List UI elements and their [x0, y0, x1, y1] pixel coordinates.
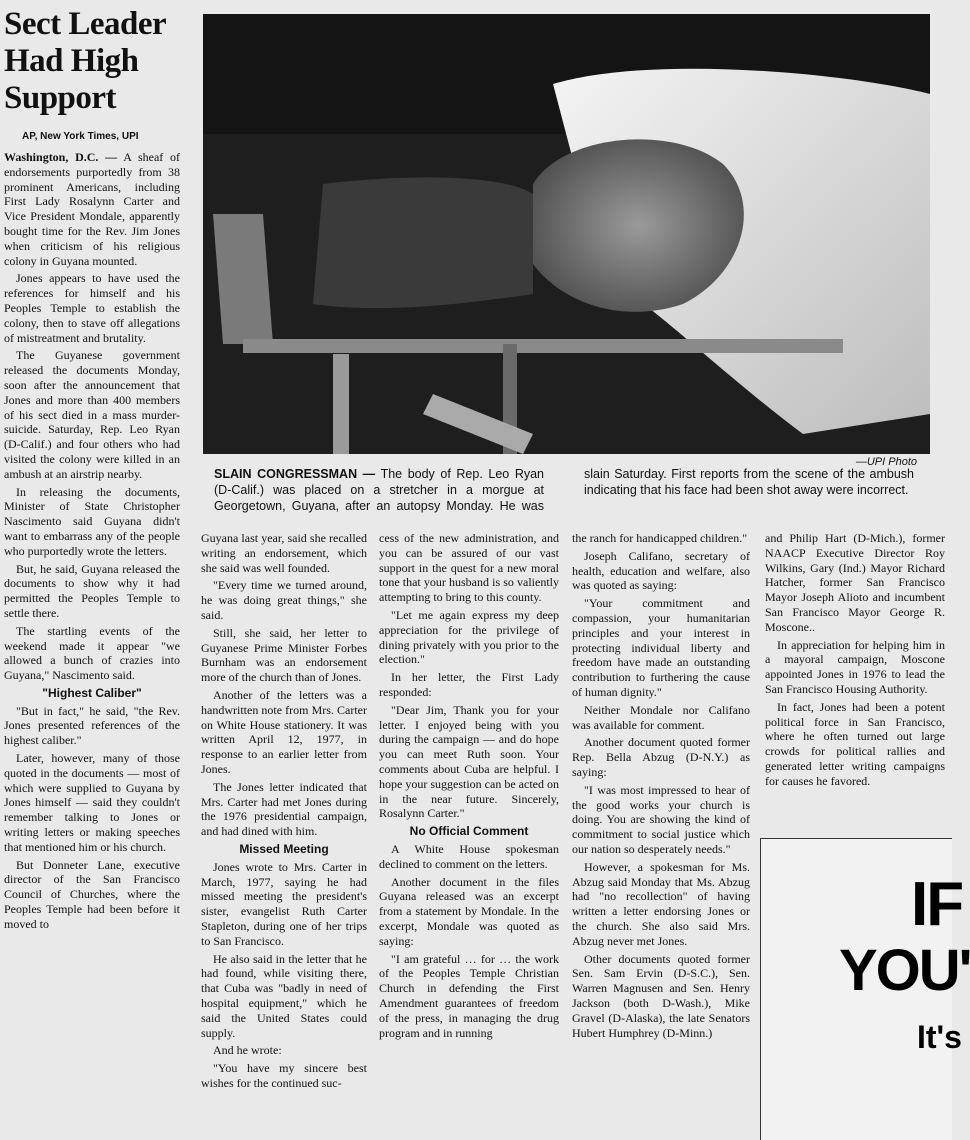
news-photo [203, 14, 930, 454]
paragraph: He also said in the letter that he had found, while visiting there, that Cuba was "badly in need of hospital equipment," which he said the United States could supply. [201, 951, 367, 1040]
column-1 [4, 150, 180, 935]
paragraph: However, a spokesman for Ms. Abzug said Monday that Ms. Abzug had "no recollection" of having written a letter endorsing Jones or the church. She also said Mrs. Abzug never met Jones. [572, 859, 750, 948]
paragraph: But Donneter Lane, executive director of the San Francisco Council of Churches, where the Peoples Temple had been before it moved to [4, 857, 180, 931]
paragraph: Another document quoted former Rep. Bella Abzug (D-N.Y.) as saying: [572, 735, 750, 779]
paragraph: "You have my sincere best wishes for the continued suc- [201, 1061, 367, 1090]
byline: AP, New York Times, UPI [22, 131, 139, 142]
paragraph: Still, she said, her letter to Guyanese Prime Minister Forbes Burnham was an endorsement more of the church than of Jones. [201, 625, 367, 685]
column-4 [572, 531, 750, 1043]
photo-caption [214, 466, 914, 514]
paragraph: "Your commitment and compassion, your humanitarian principles and your interest in protecting individual liberty and freedom have made an outstanding contribution to furthering the cause of human dignity." [572, 596, 750, 699]
paragraph: "I was most impressed to hear of the good works your church is doing. You are showing the kind of commitment to social justice which our nation so desperately needs." [572, 782, 750, 856]
paragraph: Another of the letters was a handwritten note from Mrs. Carter on White House stationery. It was written April 12, 1977, in response to an earlier letter from Jones. [201, 687, 367, 776]
paragraph: Other documents quoted former Sen. Sam Ervin (D-S.C.), Sen. Warren Magnusen and Sen. Henry Jackson (both D-Wash.), Mike Gravel (D-Alaska), the late Senators Hubert Humphrey (D-Minn.) [572, 951, 750, 1040]
headline: Sect Leader Had High Support [4, 6, 166, 116]
caption-lead: SLAIN CONGRESSMAN — [214, 467, 376, 481]
paragraph: The Guyanese government released the documents Monday, soon after the announcement that Jones and more than 400 members of his sect died in a mass murder-suicide. Saturday, Rep. Leo Ryan (D-Calif.) and four others who had visited the colony were killed in an ambush at an airstrip nearby. [4, 348, 180, 481]
subheading: Missed Meeting [239, 841, 329, 856]
paragraph: And he wrote: [213, 1043, 282, 1058]
paragraph: "I am grateful … for … the work of the Peoples Temple Christian Church in defending the First Amendment guarantees of freedom of the press, in managing the drug program and in running [379, 951, 559, 1040]
advertisement [760, 838, 970, 1140]
morgue-photo-graphic [203, 14, 930, 454]
column-5 [765, 531, 945, 792]
paragraph: "Dear Jim, Thank you for your letter. I enjoyed being with you during the campaign — and do hope you can meet Ruth soon. Your comments about Cuba are helpful. I hope your suggestion can be acted on in the near future. Sincerely, Rosalynn Carter." [379, 702, 559, 821]
paragraph: cess of the new administration, and you can be assured of our vast support in the quest for a new moral tone that your husband is so valiently attempting to bring to this county. [379, 531, 559, 605]
paragraph: In fact, Jones had been a potent political force in San Francisco, where he often turned out large crowds for political rallies and generated letter writing campaigns for causes he favored. [765, 699, 945, 788]
paragraph: the ranch for handicapped children." [572, 531, 748, 545]
paragraph: Neither Mondale nor Califano was available for comment. [572, 702, 750, 732]
paragraph: The Jones letter indicated that Mrs. Carter had met Jones during the 1976 presidential campaign, and had dined with him. [201, 779, 367, 839]
column-2 [201, 531, 367, 1094]
ad-line-2: YOU' [839, 938, 970, 1003]
paragraph: In appreciation for helping him in a mayoral campaign, Moscone appointed Jones in 1976 to lead the San Francisco Housing Authority. [765, 637, 945, 696]
paragraph: Another document in the files Guyana released was an excerpt from a statement by Mondale. In the excerpt, Mondale was quoted as saying: [379, 874, 559, 948]
subheading: No Official Comment [409, 824, 529, 839]
photo-credit: —UPI Photo [855, 456, 917, 468]
paragraph: Jones appears to have used the references for himself and his Peoples Temple to establish the colony, then to stave off allegations of mistreatment and brutality. [4, 271, 180, 345]
caption-text: The body of Rep. Leo Ryan (D-Calif.) was placed on a stretcher in a morgue at Georgetown, Guyana, after an autopsy Monday. He was slain Saturday. First reports from the scene of the ambush indicating that his face had been shot away were incorrect. [214, 467, 914, 513]
paragraph: The startling events of the weekend made it appear "we allowed a bunch of crazies into Guyana," Nascimento said. [4, 623, 180, 683]
paragraph: Guyana last year, said she recalled writing an endorsement, which she said was well founded. [201, 531, 367, 575]
paragraph: In her letter, the First Lady responded: [379, 670, 559, 699]
paragraph: "But in fact," he said, "the Rev. Jones presented references of the highest caliber." [4, 703, 180, 748]
paragraph: and Philip Hart (D-Mich.), former NAACP Executive Director Roy Wilkins, Gary (Ind.) Mayor Richard Hatcher, former San Francisco Mayor Joseph Alioto and incumbent San Francisco Mayor George R. Moscone.. [765, 531, 945, 634]
paragraph: "Let me again express my deep appreciation for the privilege of dining privately with you prior to the election." [379, 607, 559, 667]
paragraph: In releasing the documents, Minister of State Christopher Nascimento said Guyana didn't want to embarrass any of the people who purportedly wrote the letters. [4, 484, 180, 558]
subheading: "Highest Caliber" [42, 685, 142, 700]
lead-paragraph [4, 150, 180, 268]
paragraph: Later, however, many of those quoted in the documents — most of which were supplied to Guyana by Jones himself — said they couldn't remember talking to Jones or writing letters or making speeches that mentioned him or his church. [4, 751, 180, 854]
paragraph: A White House spokesman declined to comment on the letters. [379, 841, 559, 871]
paragraph: Jones wrote to Mrs. Carter in March, 1977, saying he had missed meeting the president's sister, evangelist Ruth Carter Stapleton, during one of her trips to San Francisco. [201, 859, 367, 948]
paragraph: A sheaf of endorsements purportedly from 38 prominent Americans, including First Lady Rosalynn Carter and Vice President Mondale, apparently bought time for the Rev. Jim Jones when criticism of his religious colony in Guyana mounted. [4, 150, 181, 268]
dateline: Washington, D.C. — [4, 150, 118, 164]
ad-line-3: It's [917, 1019, 962, 1055]
paragraph: But, he said, Guyana released the documents to show why it had permitted the Peoples Temple to settle there. [4, 561, 180, 620]
column-3 [379, 531, 559, 1043]
ad-line-1: IF [911, 870, 963, 939]
paragraph: "Every time we turned around, he was doing great things," she said. [201, 578, 367, 622]
paragraph: Joseph Califano, secretary of health, education and welfare, also was quoted as saying: [572, 548, 750, 593]
